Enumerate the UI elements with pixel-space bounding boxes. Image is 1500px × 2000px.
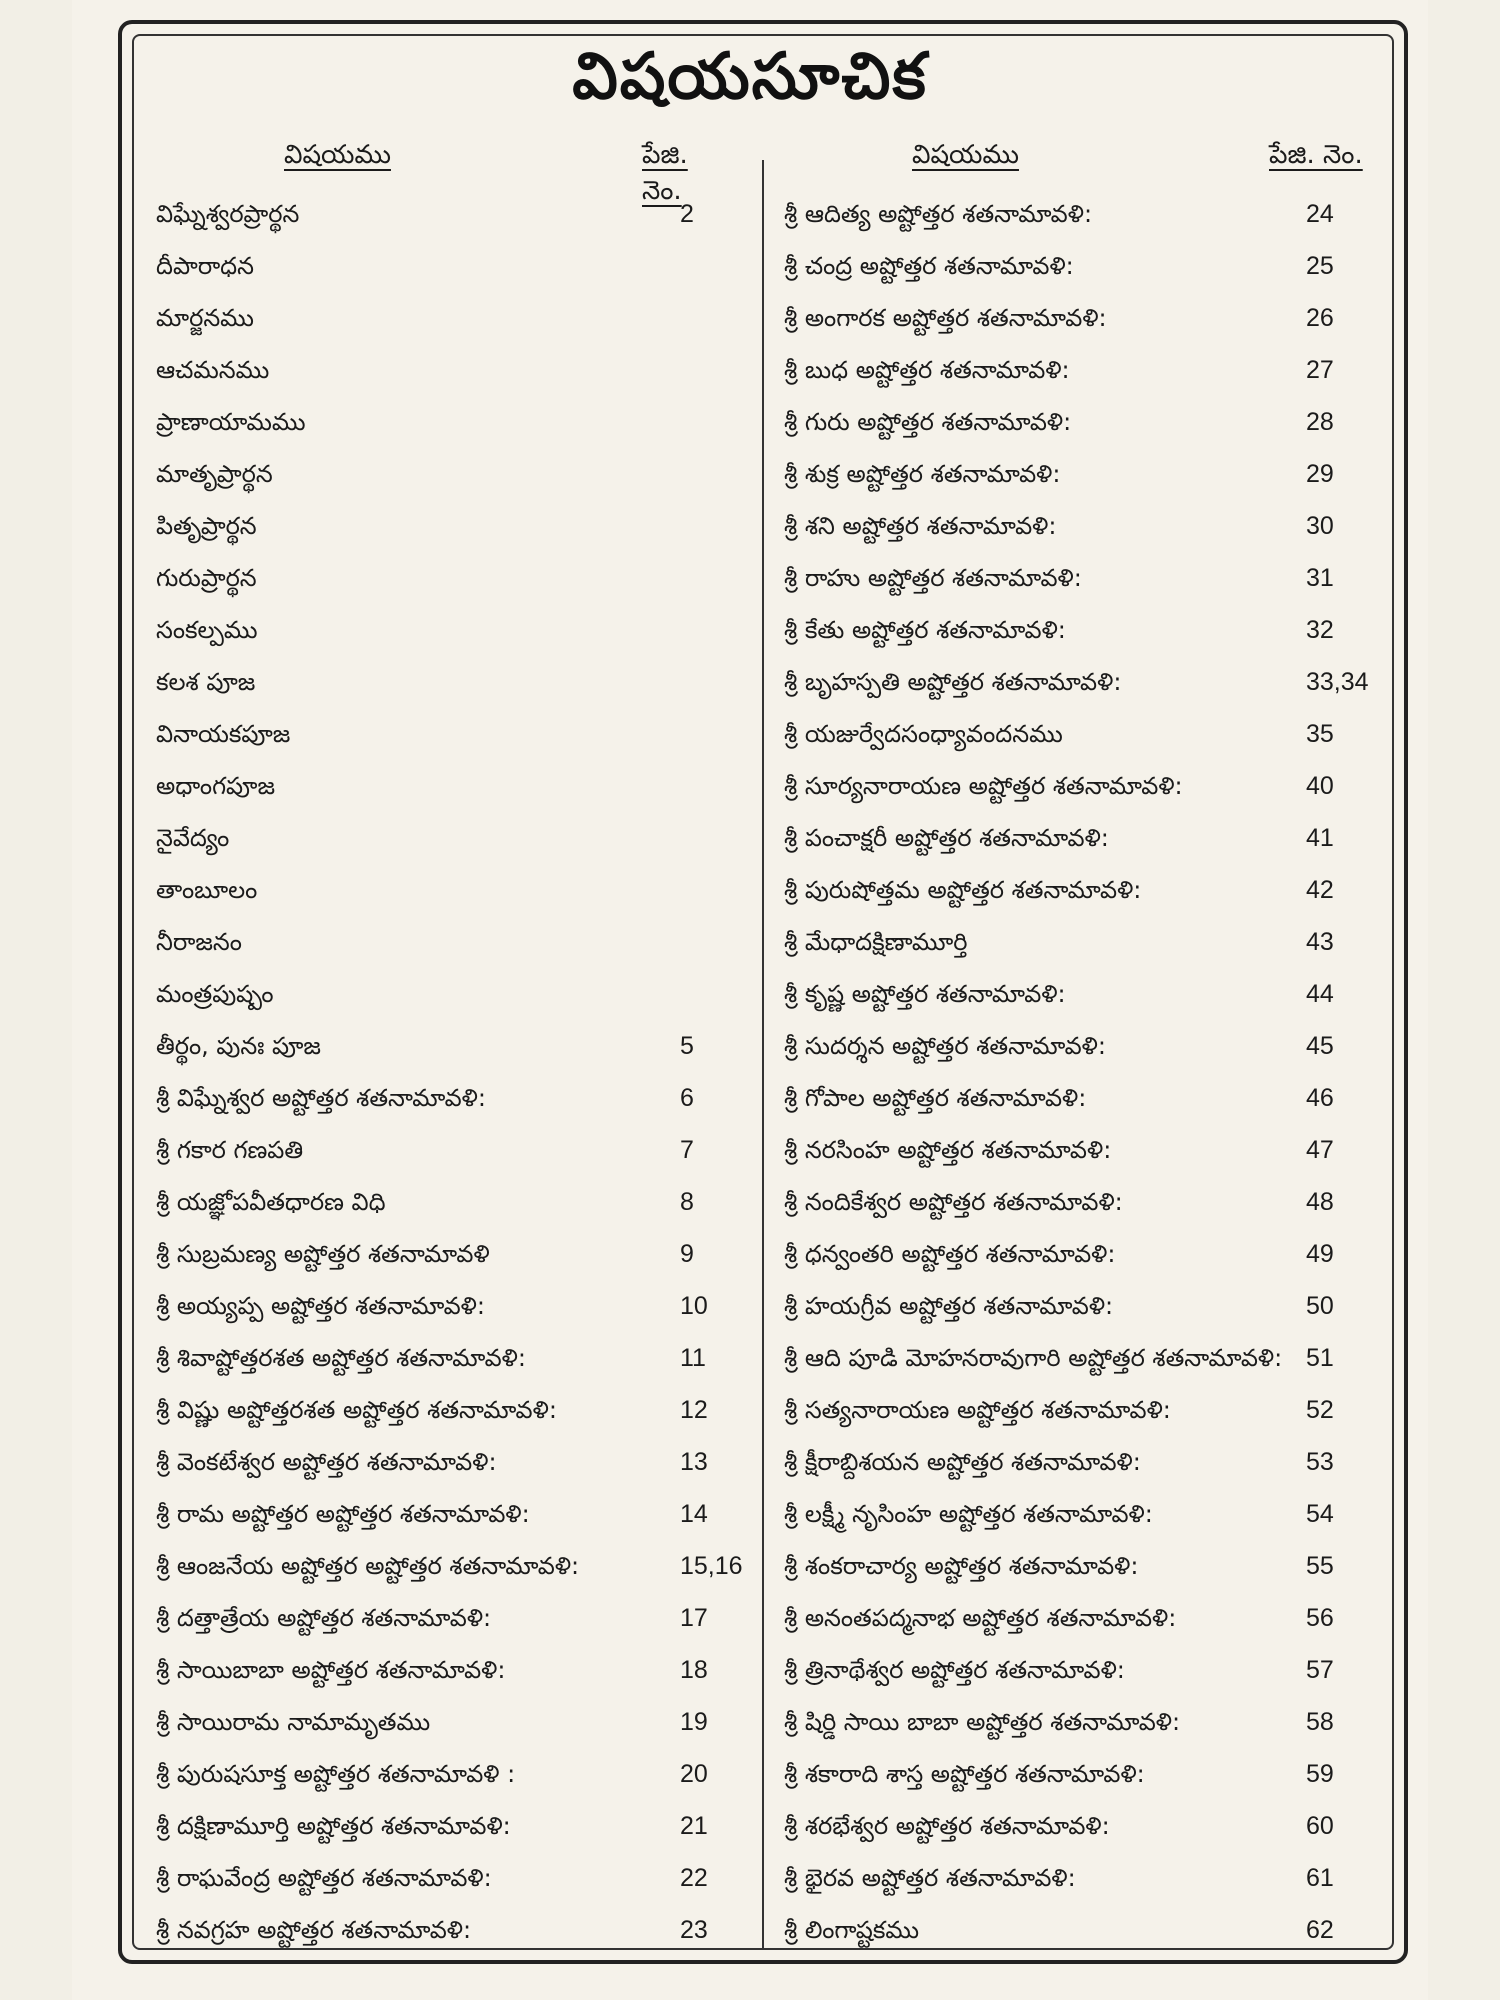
entry-title: శ్రీ అనంతపద్మనాభ అష్టోత్తర శతనామావళి: — [784, 1604, 1177, 1632]
column-header — [156, 140, 716, 206]
entry-page-number: 12 — [680, 1396, 708, 1424]
page-title: విషయసూచిక — [572, 40, 928, 114]
entry-page-number: 51 — [1306, 1344, 1334, 1372]
column-header — [784, 140, 1384, 180]
entry-title: శ్రీ నవగ్రహ అష్టోత్తర శతనామావళి: — [156, 1916, 472, 1944]
entry-page-number: 55 — [1306, 1552, 1334, 1580]
entry-page-number: 13 — [680, 1448, 708, 1476]
entry-title: తాంబూలం — [156, 876, 258, 904]
entry-title: శ్రీ శని అష్టోత్తర శతనామావళి: — [784, 512, 1057, 540]
entry-page-number: 53 — [1306, 1448, 1334, 1476]
entry-page-number: 33,34 — [1306, 668, 1369, 696]
header-page-number: పేజి. నెం. — [642, 140, 688, 206]
entry-page-number: 2 — [680, 200, 694, 228]
entry-title: శ్రీ క్షీరాబ్దిశయన అష్టోత్తర శతనామావళి: — [784, 1448, 1141, 1476]
toc-entry — [784, 240, 1384, 292]
toc-entry — [784, 916, 1384, 968]
entry-page-number: 30 — [1306, 512, 1334, 540]
entry-page-number: 5 — [680, 1032, 694, 1060]
entry-page-number: 28 — [1306, 408, 1334, 436]
entry-title: శ్రీ ఆదిత్య అష్టోత్తర శతనామావళి: — [784, 200, 1093, 228]
entry-page-number: 62 — [1306, 1916, 1334, 1944]
entry-title: శ్రీ శివాష్టోత్తరశత అష్టోత్తర శతనామావళి: — [156, 1344, 526, 1372]
toc-entry — [156, 968, 716, 1020]
toc-entry — [784, 1748, 1384, 1800]
toc-entry — [784, 708, 1384, 760]
toc-entry — [784, 864, 1384, 916]
toc-entry — [156, 344, 716, 396]
entry-title: శ్రీ రాఘవేంద్ర అష్టోత్తర శతనామావళి: — [156, 1864, 492, 1892]
toc-entry — [784, 1384, 1384, 1436]
entry-page-number: 20 — [680, 1760, 708, 1788]
entry-title: శ్రీ శకారాది శాస్త అష్టోత్తర శతనామావళి: — [784, 1760, 1145, 1788]
entry-page-number: 42 — [1306, 876, 1334, 904]
entry-title: మాతృప్రార్థన — [156, 460, 273, 488]
entry-title: శ్రీ లక్ష్మీ నృసింహ అష్టోత్తర శతనామావళి: — [784, 1500, 1153, 1528]
entry-page-number: 6 — [680, 1084, 694, 1112]
toc-entry — [156, 1020, 716, 1072]
toc-entry — [156, 500, 716, 552]
toc-entry — [784, 448, 1384, 500]
entry-title: శ్రీ పంచాక్షరీ అష్టోత్తర శతనామావళి: — [784, 824, 1109, 852]
toc-entry — [156, 552, 716, 604]
toc-entry — [784, 552, 1384, 604]
toc-entry — [156, 1748, 716, 1800]
entry-title: అధాంగపూజ — [156, 772, 276, 800]
toc-entry — [784, 1332, 1384, 1384]
entry-title: శ్రీ హయగ్రీవ అష్టోత్తర శతనామావళి: — [784, 1292, 1114, 1320]
toc-entry — [784, 760, 1384, 812]
entry-page-number: 40 — [1306, 772, 1334, 800]
toc-entry — [156, 1436, 716, 1488]
entry-title: శ్రీ ధన్వంతరి అష్టోత్తర శతనామావళి: — [784, 1240, 1116, 1268]
toc-entry — [784, 812, 1384, 864]
toc-entry — [156, 656, 716, 708]
column-divider — [762, 160, 764, 1950]
entry-page-number: 59 — [1306, 1760, 1334, 1788]
entry-title: శ్రీ భైరవ అష్టోత్తర శతనామావళి: — [784, 1864, 1076, 1892]
entry-title: శ్రీ యజుర్వేదసంధ్యావందనము — [784, 720, 1063, 748]
entry-title: శ్రీ విఘ్నేశ్వర అష్టోత్తర శతనామావళి: — [156, 1084, 486, 1112]
entry-page-number: 45 — [1306, 1032, 1334, 1060]
toc-entry — [784, 1800, 1384, 1852]
entry-title: శ్రీ నందికేశ్వర అష్టోత్తర శతనామావళి: — [784, 1188, 1123, 1216]
entry-title: దీపారాధన — [156, 252, 254, 280]
entry-title: మంత్రపుష్పం — [156, 980, 274, 1008]
toc-entry — [156, 1280, 716, 1332]
toc-entry — [156, 188, 716, 240]
entry-page-number: 54 — [1306, 1500, 1334, 1528]
toc-entry — [784, 1280, 1384, 1332]
toc-entry — [156, 240, 716, 292]
entry-title: పితృప్రార్థన — [156, 512, 257, 540]
entry-page-number: 19 — [680, 1708, 708, 1736]
entry-title: శ్రీ ఆది పూడి మోహనరావుగారి అష్టోత్తర శతనామావళి: — [784, 1344, 1283, 1372]
toc-entry — [784, 1488, 1384, 1540]
toc-entry — [784, 1696, 1384, 1748]
entry-page-number: 27 — [1306, 356, 1334, 384]
entry-page-number: 25 — [1306, 252, 1334, 280]
toc-entry — [156, 760, 716, 812]
entry-title: శ్రీ విష్ణు అష్టోత్తరశత అష్టోత్తర శతనామావళి: — [156, 1396, 557, 1424]
entry-page-number: 18 — [680, 1656, 708, 1684]
entry-page-number: 22 — [680, 1864, 708, 1892]
entry-page-number: 52 — [1306, 1396, 1334, 1424]
entry-title: శ్రీ శరభేశ్వర అష్టోత్తర శతనామావళి: — [784, 1812, 1110, 1840]
toc-entry — [156, 1800, 716, 1852]
header-subject: విషయము — [284, 140, 391, 170]
entry-title: శ్రీ బుధ అష్టోత్తర శతనామావళి: — [784, 356, 1070, 384]
entry-title: శ్రీ సుబ్రమణ్య అష్టోత్తర శతనామావళి — [156, 1240, 490, 1268]
toc-entry — [784, 1228, 1384, 1280]
entry-page-number: 31 — [1306, 564, 1334, 592]
toc-entry — [156, 708, 716, 760]
entry-title: శ్రీ గోపాల అష్టోత్తర శతనామావళి: — [784, 1084, 1087, 1112]
toc-entry — [784, 1436, 1384, 1488]
entry-title: శ్రీ శంకరాచార్య అష్టోత్తర శతనామావళి: — [784, 1552, 1139, 1580]
entry-title: గురుప్రార్థన — [156, 564, 257, 592]
entry-page-number: 60 — [1306, 1812, 1334, 1840]
toc-entry — [156, 916, 716, 968]
entry-page-number: 57 — [1306, 1656, 1334, 1684]
entry-title: తీర్థం, పునః పూజ — [156, 1032, 321, 1060]
entry-page-number: 50 — [1306, 1292, 1334, 1320]
toc-entry — [156, 292, 716, 344]
toc-column-right — [784, 140, 1384, 1956]
toc-entry — [156, 1384, 716, 1436]
entry-title: శ్రీ సుదర్శన అష్టోత్తర శతనామావళి: — [784, 1032, 1106, 1060]
toc-entry — [784, 292, 1384, 344]
entry-title: శ్రీ రాహు అష్టోత్తర శతనామావళి: — [784, 564, 1082, 592]
entry-page-number: 23 — [680, 1916, 708, 1944]
entry-page-number: 29 — [1306, 460, 1334, 488]
toc-entry — [784, 1852, 1384, 1904]
toc-entry — [156, 1540, 743, 1592]
entry-page-number: 32 — [1306, 616, 1334, 644]
entry-title: శ్రీ లింగాష్టకము — [784, 1916, 920, 1944]
entry-title: శ్రీ బృహస్పతి అష్టోత్తర శతనామావళి: — [784, 668, 1122, 696]
entry-page-number: 58 — [1306, 1708, 1334, 1736]
toc-entry — [784, 1904, 1384, 1956]
toc-entry — [784, 656, 1384, 708]
entry-title: శ్రీ సూర్యనారాయణ అష్టోత్తర శతనామావళి: — [784, 772, 1183, 800]
entry-title: శ్రీ యజ్ఞోపవీతధారణ విధి — [156, 1188, 386, 1216]
toc-entry — [156, 1644, 716, 1696]
toc-entry — [784, 500, 1384, 552]
entry-title: వినాయకపూజ — [156, 720, 291, 748]
entry-page-number: 44 — [1306, 980, 1334, 1008]
entry-page-number: 48 — [1306, 1188, 1334, 1216]
entry-title: ప్రాణాయామము — [156, 408, 306, 436]
entry-title: శ్రీ పురుషసూక్త అష్టోత్తర శతనామావళి : — [156, 1760, 516, 1788]
entry-page-number: 21 — [680, 1812, 708, 1840]
toc-entry — [784, 188, 1384, 240]
entry-page-number: 26 — [1306, 304, 1334, 332]
entry-page-number: 9 — [680, 1240, 694, 1268]
entry-title: శ్రీ కేతు అష్టోత్తర శతనామావళి: — [784, 616, 1066, 644]
entry-title: శ్రీ సత్యనారాయణ అష్టోత్తర శతనామావళి: — [784, 1396, 1171, 1424]
entry-page-number: 49 — [1306, 1240, 1334, 1268]
toc-entry — [156, 1124, 716, 1176]
toc-entry — [784, 1020, 1384, 1072]
toc-entry — [156, 1904, 716, 1956]
toc-entry — [156, 1696, 716, 1748]
entry-title: ఆచమనము — [156, 356, 270, 384]
toc-entry — [784, 396, 1384, 448]
entry-page-number: 43 — [1306, 928, 1334, 956]
entry-page-number: 47 — [1306, 1136, 1334, 1164]
entry-page-number: 46 — [1306, 1084, 1334, 1112]
toc-column-left — [156, 140, 743, 1956]
toc-entry — [156, 1592, 716, 1644]
entry-title: శ్రీ దత్తాత్రేయ అష్టోత్తర శతనామావళి: — [156, 1604, 492, 1632]
entry-title: నైవేద్యం — [156, 824, 230, 852]
entry-title: శ్రీ వెంకటేశ్వర అష్టోత్తర శతనామావళి: — [156, 1448, 497, 1476]
toc-entry — [156, 448, 716, 500]
toc-entry — [784, 344, 1384, 396]
entry-title: విఘ్నేశ్వరప్రార్థన — [156, 200, 300, 228]
entry-page-number: 11 — [680, 1344, 706, 1372]
entry-page-number: 15,16 — [680, 1552, 743, 1580]
entry-title: శ్రీ చంద్ర అష్టోత్తర శతనామావళి: — [784, 252, 1074, 280]
entry-title: శ్రీ గురు అష్టోత్తర శతనామావళి: — [784, 408, 1072, 436]
entry-title: శ్రీ నరసింహ అష్టోత్తర శతనామావళి: — [784, 1136, 1112, 1164]
entry-page-number: 14 — [680, 1500, 708, 1528]
entry-title: శ్రీ త్రినాథేశ్వర అష్టోత్తర శతనామావళి: — [784, 1656, 1125, 1684]
toc-entry — [784, 1644, 1384, 1696]
toc-entry — [784, 1176, 1384, 1228]
entry-title: శ్రీ సాయిరామ నామామృతము — [156, 1708, 431, 1736]
toc-entry — [784, 968, 1384, 1020]
entry-page-number: 17 — [680, 1604, 708, 1632]
entry-page-number: 8 — [680, 1188, 694, 1216]
entry-page-number: 35 — [1306, 720, 1334, 748]
toc-entry — [784, 1072, 1384, 1124]
toc-entry — [784, 1540, 1384, 1592]
toc-entry — [156, 604, 716, 656]
entry-title: శ్రీ అయ్యప్ప అష్టోత్తర శతనామావళి: — [156, 1292, 485, 1320]
toc-entry — [784, 1592, 1384, 1644]
entry-title: శ్రీ అంగారక అష్టోత్తర శతనామావళి: — [784, 304, 1107, 332]
toc-entry — [156, 1176, 716, 1228]
entry-title: నీరాజనం — [156, 928, 242, 956]
entry-title: కలశ పూజ — [156, 668, 256, 696]
toc-entry — [156, 1072, 716, 1124]
entry-title: శ్రీ గకార గణపతి — [156, 1136, 304, 1164]
toc-entry — [784, 604, 1384, 656]
entry-title: సంకల్పము — [156, 616, 258, 644]
entry-page-number: 24 — [1306, 200, 1334, 228]
entry-page-number: 10 — [680, 1292, 708, 1320]
entry-page-number: 61 — [1306, 1864, 1334, 1892]
entry-title: మార్జనము — [156, 304, 254, 332]
entry-title: శ్రీ శుక్ర అష్టోత్తర శతనామావళి: — [784, 460, 1061, 488]
header-subject: విషయము — [912, 140, 1019, 170]
entry-title: శ్రీ మేధాదక్షిణామూర్తి — [784, 928, 968, 956]
toc-list-right — [784, 188, 1384, 1956]
toc-entry — [156, 396, 716, 448]
toc-list-left — [156, 188, 743, 1956]
entry-title: శ్రీ కృష్ణ అష్టోత్తర శతనామావళి: — [784, 980, 1066, 1008]
entry-title: శ్రీ సాయిబాబా అష్టోత్తర శతనామావళి: — [156, 1656, 506, 1684]
toc-entry — [156, 1332, 716, 1384]
entry-page-number: 41 — [1306, 824, 1334, 852]
entry-title: శ్రీ షిర్డి సాయి బాబా అష్టోత్తర శతనామావళి: — [784, 1708, 1181, 1736]
entry-title: శ్రీ రామ అష్టోత్తర అష్టోత్తర శతనామావళి: — [156, 1500, 530, 1528]
toc-entry — [156, 1852, 716, 1904]
entry-page-number: 7 — [680, 1136, 694, 1164]
toc-entry — [156, 1488, 716, 1540]
entry-title: శ్రీ పురుషోత్తమ అష్టోత్తర శతనామావళి: — [784, 876, 1142, 904]
entry-title: శ్రీ దక్షిణామూర్తి అష్టోత్తర శతనామావళి: — [156, 1812, 511, 1840]
toc-entry — [784, 1124, 1384, 1176]
toc-entry — [156, 812, 716, 864]
toc-entry — [156, 864, 716, 916]
header-page-number: పేజి. నెం. — [1269, 140, 1363, 170]
entry-page-number: 56 — [1306, 1604, 1334, 1632]
toc-entry — [156, 1228, 716, 1280]
entry-title: శ్రీ ఆంజనేయ అష్టోత్తర అష్టోత్తర శతనామావళి: — [156, 1552, 580, 1580]
